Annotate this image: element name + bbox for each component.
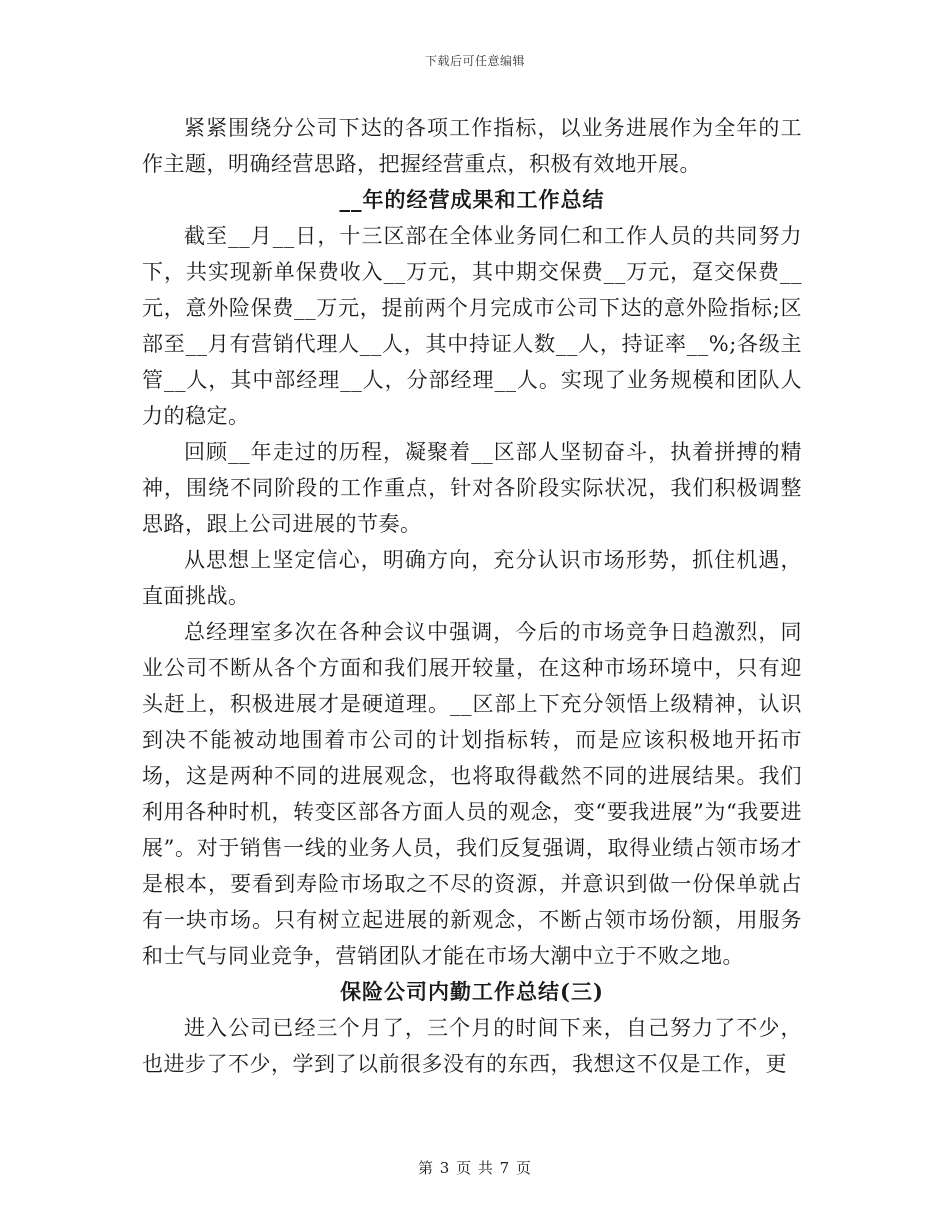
section-heading-2: 保险公司内勤工作总结(三)	[340, 979, 604, 1004]
paragraph-1: 紧紧围绕分公司下达的各项工作指标，以业务进展作为全年的工作主题，明确经营思路，把握经营重点，积极有效地开展。	[142, 116, 802, 176]
paragraph-5: 总经理室多次在各种会议中强调，今后的市场竞争日趋激烈，同业公司不断从各个方面和我们展开较量，在这种市场环境中，只有迎头赶上，积极进展才是硬道理。__区部上下充分领悟上级精神，认识到决不能被动地围着市公司的计划指标转，而是应该积极地开拓市场，这是两种不同的进展观念，也将取得截然不同的进展结果。我们利用各种时机，转变区部各方面人员的观念，变“要我进展”为“我要进展”。对于销售一线的业务人员，我们反复强调，取得业绩占领市场才是根本，要看到寿险市场取之不尽的资源，并意识到做一份保单就占有一块市场。只有树立起进展的新观念，不断占领市场份额，用服务和士气与同业竞争，营销团队才能在市场大潮中立于不败之地。	[142, 620, 802, 968]
paragraph-2: 截至__月__日，十三区部在全体业务同仁和工作人员的共同努力下，共实现新单保费收入__万元，其中期交保费__万元，趸交保费__元，意外险保费__万元，提前两个月完成市公司下达的意外险指标;区部至__月有营销代理人__人，其中持证人数__人，持证率__%;各级主管__人，其中部经理__人，分部经理__人。实现了业务规模和团队人力的稳定。	[142, 224, 802, 428]
paragraph-6: 进入公司已经三个月了，三个月的时间下来，自己努力了不少，也进步了不少，学到了以前很多没有的东西，我想这不仅是工作，更	[142, 1016, 802, 1076]
header-note: 下载后可任意编辑	[424, 54, 525, 68]
document-body	[142, 110, 802, 1082]
page-number: 第 3 页 共 7 页	[418, 1159, 532, 1177]
paragraph-3: 回顾__年走过的历程，凝聚着__区部人坚韧奋斗，执着拼搏的精神，围绕不同阶段的工作重点，针对各阶段实际状况，我们积极调整思路，跟上公司进展的节奏。	[142, 440, 802, 536]
paragraph-4: 从思想上坚定信心，明确方向，充分认识市场形势，抓住机遇，直面挑战。	[142, 548, 802, 608]
section-heading-1: __年的经营成果和工作总结	[339, 187, 605, 212]
